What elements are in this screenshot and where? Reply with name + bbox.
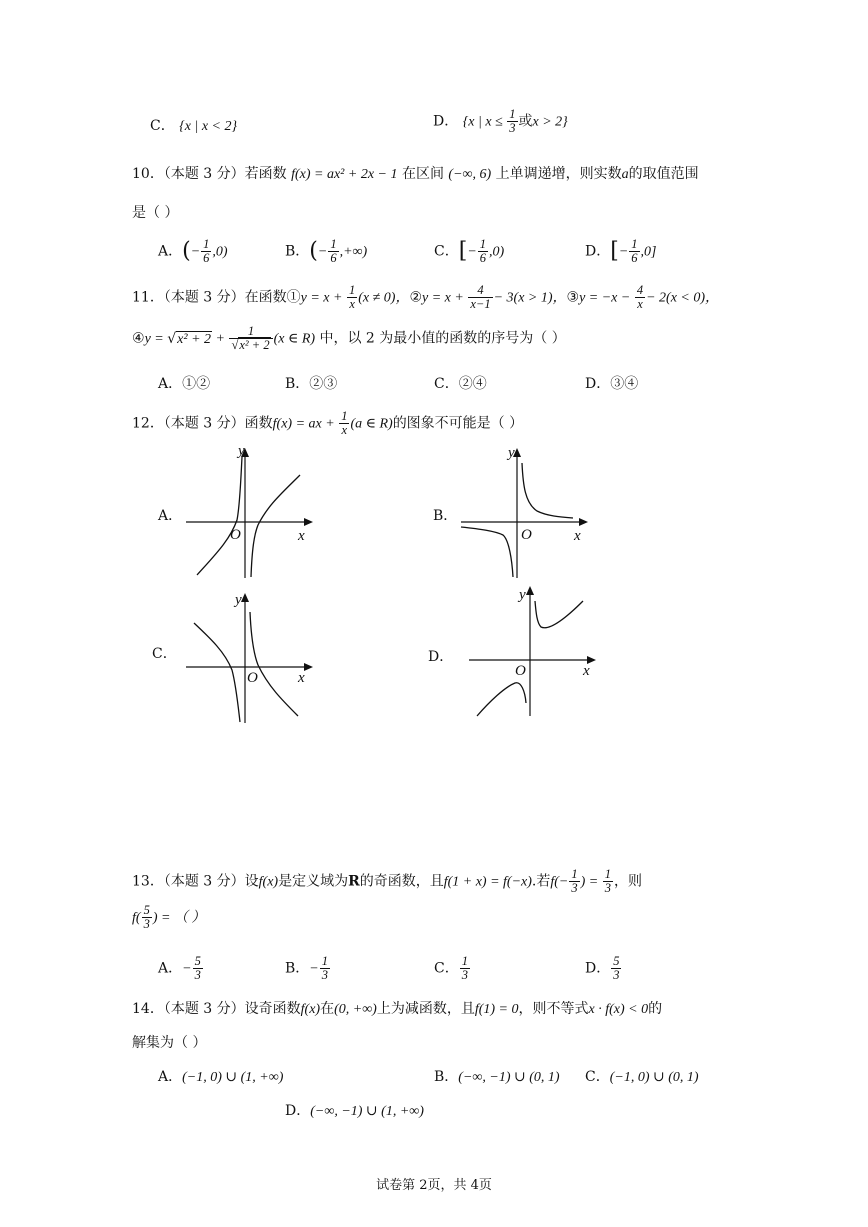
- origin-label: O: [230, 527, 241, 543]
- q11-stem-line1: 11．（本题 3 分）在函数①y = x + $\frac{1}{x}$ (x ≠ 0)，②y = x + $\frac{4}{x-1}$ − 3(x > 1)，③y = −x − $\frac{4}{x}$ − 2(x < 0)，: [132, 283, 720, 312]
- origin-label: O: [515, 663, 526, 679]
- x-axis-label: x: [298, 528, 305, 544]
- q9-option-c: C． {x | x < 2}: [150, 118, 238, 134]
- q12-option-a-label[interactable]: A．: [158, 508, 183, 524]
- question-number: 12．: [132, 415, 164, 432]
- origin-label: O: [247, 670, 258, 686]
- origin-label: O: [521, 527, 532, 543]
- q13-stem-line2: f( $\frac{5}{3}$ ) = （ ）: [132, 903, 206, 932]
- q12-graph-d[interactable]: [465, 583, 605, 723]
- q10-stem-line2: 是（ ）: [132, 205, 179, 221]
- q10-option-c[interactable]: C．[− $\frac{1}{6}$ ,0): [434, 237, 505, 266]
- q10-stem-line1: 10．（本题 3 分）若函数 f(x) = ax² + 2x − 1 在区间 (−∞, 6) 上单调递增，则实数a的取值范围: [132, 166, 699, 182]
- x-axis-label: x: [583, 663, 590, 679]
- q12-option-c-label[interactable]: C．: [152, 646, 177, 662]
- q10-option-b[interactable]: B．(− $\frac{1}{6}$ ,+∞): [285, 237, 368, 266]
- q12-graph-b[interactable]: [455, 445, 595, 585]
- q12-stem: 12．（本题 3 分）函数f(x) = ax + $\frac{1}{x}$ (a ∈ R)的图象不可能是（ ）: [132, 409, 524, 438]
- q9-option-d: D． {x | x ≤ $\frac{1}{3}$ 或x > 2}: [433, 107, 568, 136]
- score-tag: （本题 3 分）: [163, 873, 245, 890]
- q13-option-a[interactable]: A．− $\frac{5}{3}$: [158, 954, 201, 983]
- x-axis-label: x: [298, 670, 305, 686]
- y-axis-label: y: [238, 443, 245, 459]
- q13-stem-line1: 13．（本题 3 分）设f(x)是定义域为R的奇函数，且f(1 + x) = f(−x).若f(− $\frac{1}{3}$ ) = $\frac{1}{3}$ ，则: [132, 867, 642, 896]
- q14-option-a[interactable]: A．(−1, 0) ∪ (1, +∞): [158, 1069, 284, 1085]
- q12-option-d-label[interactable]: D．: [428, 649, 454, 665]
- q13-option-d[interactable]: D． $\frac{5}{3}$: [585, 954, 620, 983]
- y-axis-label: y: [508, 445, 515, 461]
- q11-stem-line2: ④y = √x² + 2 + $\frac{1}{\text{√x² + 2}}$ (x ∈ R) 中，以 2 为最小值的函数的序号为（ ）: [132, 324, 566, 353]
- score-tag: （本题 3 分）: [163, 415, 245, 432]
- q12-graph-c[interactable]: [180, 590, 320, 730]
- q14-stem-line1: 14．（本题 3 分）设奇函数f(x)在(0, +∞)上为减函数，且f(1) = 0，则不等式x · f(x) < 0的: [132, 1001, 663, 1017]
- q14-stem-line2: 解集为（ ）: [132, 1035, 207, 1051]
- score-tag: （本题 3 分）: [163, 1001, 245, 1017]
- fraction: $\frac{1}{3}$: [509, 107, 516, 136]
- q12-graph-a[interactable]: [180, 445, 320, 585]
- q10-option-a[interactable]: A．(− $\frac{1}{6}$ ,0): [158, 237, 228, 266]
- question-number: 10．: [132, 166, 164, 182]
- q11-option-d[interactable]: D．③④: [585, 376, 639, 392]
- q14-option-c[interactable]: C．(−1, 0) ∪ (0, 1): [585, 1069, 699, 1085]
- y-axis-label: y: [235, 592, 242, 608]
- page-footer: 试卷第 2页，共 4页: [376, 1178, 492, 1193]
- q10-option-d[interactable]: D．[− $\frac{1}{6}$ ,0]: [585, 237, 657, 266]
- question-number: 14．: [132, 1001, 164, 1017]
- x-axis-label: x: [574, 528, 581, 544]
- q9-option-c-value: {x | x < 2}: [179, 119, 238, 134]
- q11-option-b[interactable]: B．②③: [285, 376, 338, 392]
- q14-option-d[interactable]: D．(−∞, −1) ∪ (1, +∞): [285, 1103, 424, 1119]
- q11-option-a[interactable]: A．①②: [158, 376, 211, 392]
- score-tag: （本题 3 分）: [163, 166, 245, 182]
- q13-option-c[interactable]: C． $\frac{1}{3}$: [434, 954, 468, 983]
- score-tag: （本题 3 分）: [163, 289, 245, 306]
- y-axis-label: y: [519, 587, 526, 603]
- q13-option-b[interactable]: B．− $\frac{1}{3}$: [285, 954, 328, 983]
- q14-option-b[interactable]: B．(−∞, −1) ∪ (0, 1): [434, 1069, 560, 1085]
- question-number: 11．: [132, 289, 164, 306]
- q11-option-c[interactable]: C．②④: [434, 376, 487, 392]
- q12-option-b-label[interactable]: B．: [433, 508, 458, 524]
- question-number: 13．: [132, 873, 164, 890]
